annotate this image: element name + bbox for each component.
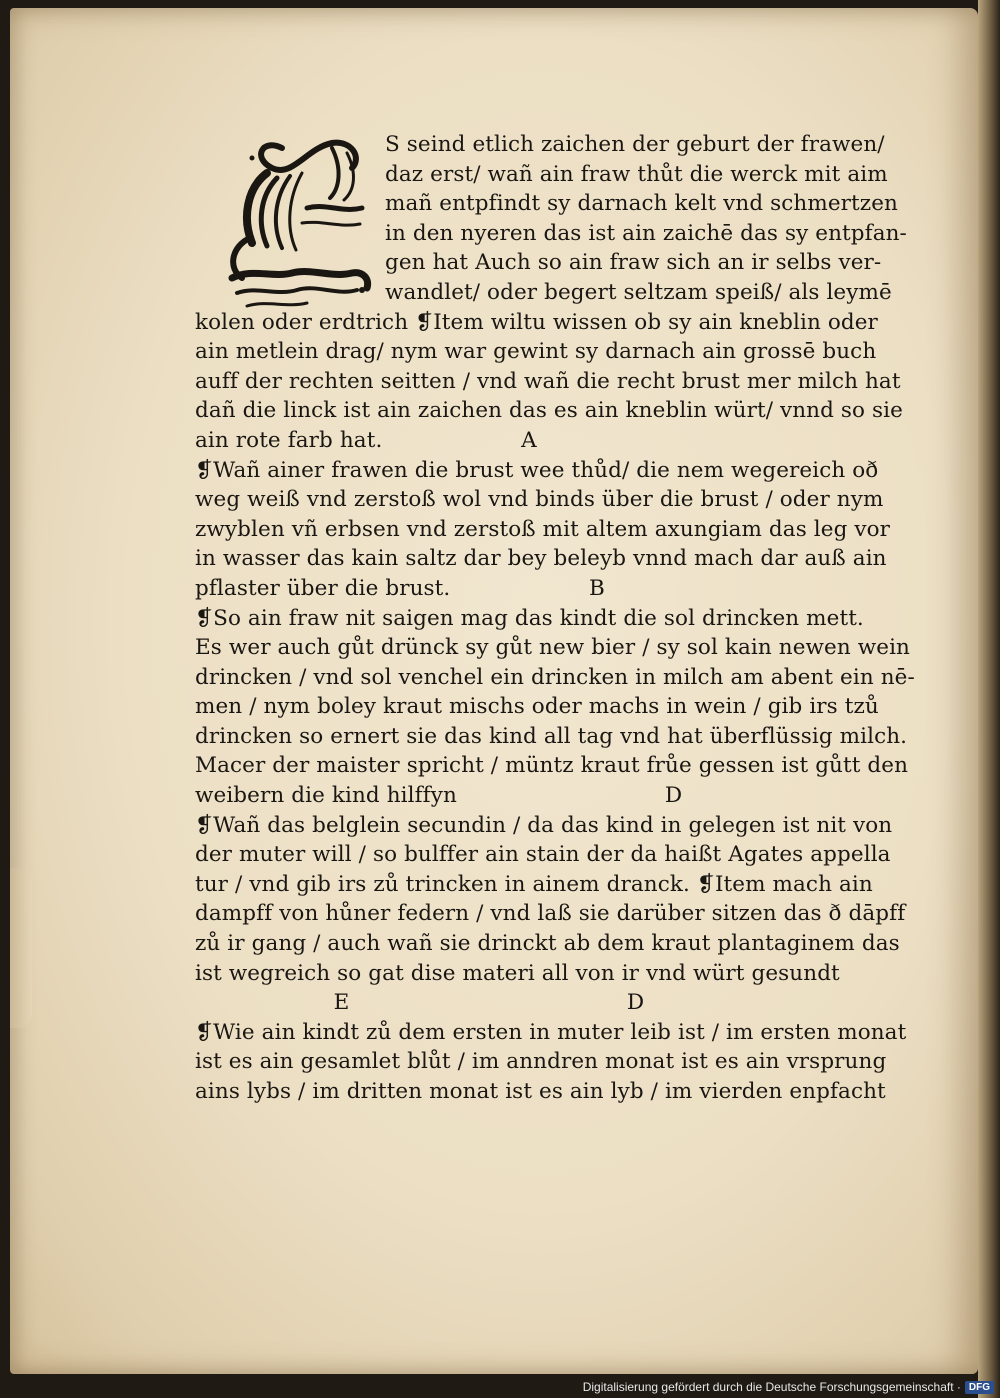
text-line: Macer der maister spricht / müntz kraut frůe gessen ist gůtt den (195, 753, 909, 779)
text-line: ains lybs / im dritten monat ist es ain lyb / im vierden enpfacht (195, 1079, 886, 1104)
text-line: drincken / vnd sol venchel ein drincken in milch am abent ein nē- (195, 664, 915, 690)
document-body (195, 130, 915, 1107)
text-line: ist es ain gesamlet blůt / im anndren monat ist es ain vrsprung (195, 1049, 887, 1075)
text-line: daz erst/ wañ ain fraw thůt die werck mit aim (385, 161, 888, 187)
text-line: ❡Wie ain kindt zů dem ersten in muter leib ist / im ersten monat (195, 1019, 907, 1045)
text-line: pflaster über die brust. B (195, 575, 605, 601)
text-line: Es wer auch gůt drünck sy gůt new bier / sy sol kain newen wein (195, 635, 911, 661)
text-line: mañ entpfindt sy darnach kelt vnd schmertzen (385, 191, 898, 217)
text-line: S seind etlich zaichen der geburt der frawen/ (385, 132, 885, 157)
text-line: weibern die kind hilffyn D (195, 783, 683, 809)
text-line: ain metlein drag/ nym war gewint sy darnach ain grossē buch (195, 339, 877, 365)
text-line: dañ die linck ist ain zaichen das es ain kneblin würt/ vnnd so sie (195, 398, 903, 424)
book-spine-edge (978, 0, 1000, 1398)
text-line: gen hat Auch so ain fraw sich an ir selbs ver- (385, 250, 882, 276)
text-line: men / nym boley kraut mischs oder machs in wein / gib irs tzů (195, 694, 879, 720)
text-line: ain rote farb hat. A (195, 427, 537, 453)
section-marker-line: E D (195, 990, 645, 1016)
text-line: in den nyeren das ist ain zaichē das sy entpfan- (385, 220, 907, 246)
text-line: tur / vnd gib irs zů trincken in ainem dranck. ❡Item mach ain (195, 871, 873, 897)
text-line: drincken so ernert sie das kind all tag vnd hat überflüssig milch. (195, 723, 908, 749)
text-line: ist wegreich so gat dise materi all von ir vnd würt gesundt (195, 960, 840, 986)
text-line: wandlet/ oder begert seltzam speiß/ als leymē (385, 279, 892, 305)
folded-page-edge (10, 868, 32, 1028)
text-line: weg weiß vnd zerstoß wol vnd binds über die brust / oder nym (195, 487, 884, 513)
text-line: dampff von hůner federn / vnd laß sie darüber sitzen das ð dāpff (195, 901, 906, 927)
text-line: auff der rechten seitten / vnd wañ die recht brust mer milch hat (195, 368, 901, 394)
text-line: in wasser das kain saltz dar bey beleyb vnnd mach dar auß ain (195, 546, 887, 572)
text-line: zů ir gang / auch wañ sie drinckt ab dem kraut plantaginem das (195, 931, 900, 957)
text-line: zwyblen vñ erbsen vnd zerstoß mit altem axungiam das leg vor (195, 516, 891, 542)
text-line: ❡Wañ ainer frawen die brust wee thůd/ die nem wegereich oð (195, 457, 879, 483)
text-line: ❡So ain fraw nit saigen mag das kindt die sol drincken mett. (195, 605, 864, 631)
dfg-logo-icon: DFG (965, 1381, 994, 1394)
text-line: ❡Wañ das belglein secundin / da das kind in gelegen ist nit von (195, 812, 893, 838)
text-line: der muter will / so bulffer ain stain der da haißt Agates appella (195, 842, 891, 868)
funding-credit-text: Digitalisierung gefördert durch die Deutsche Forschungsgemeinschaft · (582, 1380, 961, 1394)
text-line: kolen oder erdtrich ❡Item wiltu wissen ob sy ain kneblin oder (195, 309, 878, 335)
digitization-footer (583, 1378, 994, 1396)
